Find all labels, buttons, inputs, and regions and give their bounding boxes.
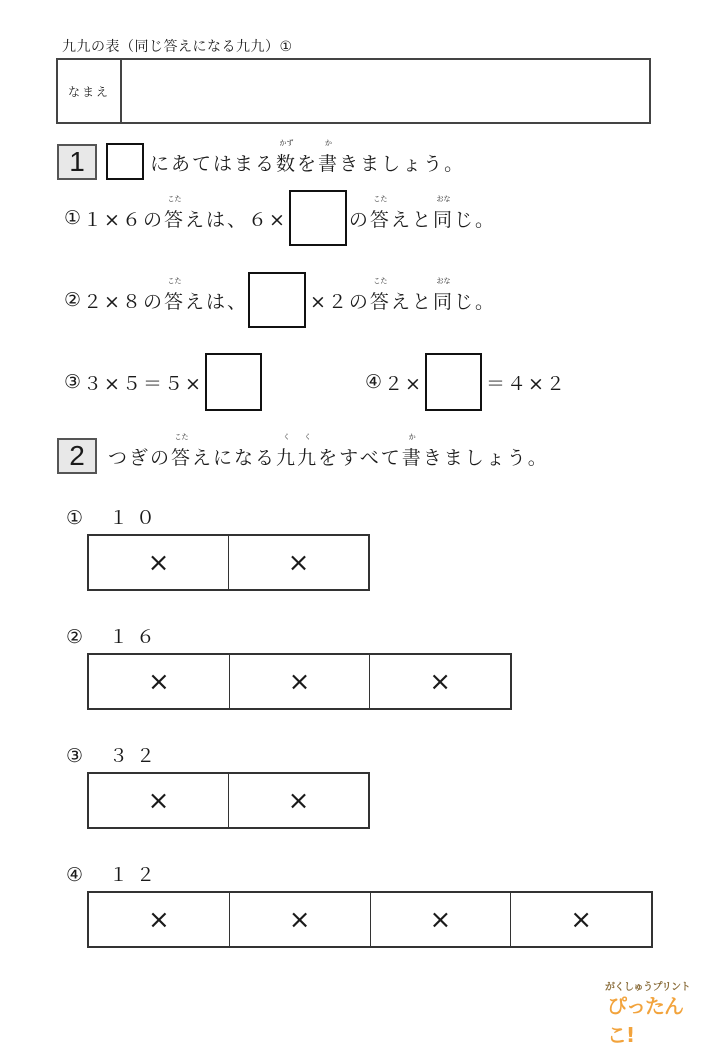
name-label: なまえ: [58, 60, 122, 122]
logo-subtitle: がくしゅうプリント: [605, 982, 691, 993]
worksheet-title: 九九の表（同じ答えになる九九）①: [62, 39, 293, 55]
answer-cell[interactable]: ×: [287, 785, 310, 816]
answer-cell[interactable]: ×: [429, 666, 452, 697]
problem-2-3-label: ③ ３２: [66, 745, 164, 767]
answer-cell[interactable]: ×: [89, 893, 230, 946]
logo-brand: ぴったんこ!: [607, 994, 683, 1047]
section-1-instruction: にあてはまる かず 数を か 書きましょう。: [150, 139, 466, 175]
answer-cell[interactable]: ×: [570, 904, 593, 935]
answer-cell[interactable]: ×: [89, 655, 230, 708]
problem-2-2-grid: [87, 653, 512, 710]
problem-2-3-grid: [87, 772, 370, 829]
answer-cell[interactable]: ×: [371, 893, 512, 946]
answer-box-1-4[interactable]: [425, 353, 482, 411]
problem-2-1-label: ① １０: [66, 507, 164, 529]
section-2-number: 2: [57, 438, 97, 474]
answer-box-1-2[interactable]: [248, 272, 306, 328]
answer-cell[interactable]: ×: [230, 655, 371, 708]
question-1-3: ③ ３×５＝５×: [64, 353, 262, 411]
name-field[interactable]: [122, 60, 649, 122]
question-1-4: ④ ２× ＝４×２: [365, 353, 567, 411]
answer-cell[interactable]: ×: [230, 893, 371, 946]
problem-2-4-label: ④ １２: [66, 864, 164, 886]
answer-cell[interactable]: ×: [89, 774, 229, 827]
name-box: [56, 58, 651, 124]
question-1-1: ① １×６の こた 答 えは、６× の こた 答 えと おな 同 じ。: [64, 190, 496, 246]
section-1-number: 1: [57, 144, 97, 180]
example-blank-box: [106, 143, 144, 180]
problem-2-4-grid: [87, 891, 653, 948]
answer-box-1-1[interactable]: [289, 190, 347, 246]
answer-cell[interactable]: ×: [287, 547, 310, 578]
problem-2-1-grid: [87, 534, 370, 591]
answer-cell[interactable]: ×: [89, 536, 229, 589]
section-2-instruction: つぎの こた 答えになる く 九 く 九をすべて か 書きましょう。: [108, 433, 549, 469]
problem-2-2-label: ② １６: [66, 626, 164, 648]
answer-box-1-3[interactable]: [205, 353, 262, 411]
question-1-2: ② ２×８の こた 答 えは、 ×２の こた 答 えと おな 同 じ。: [64, 272, 496, 328]
